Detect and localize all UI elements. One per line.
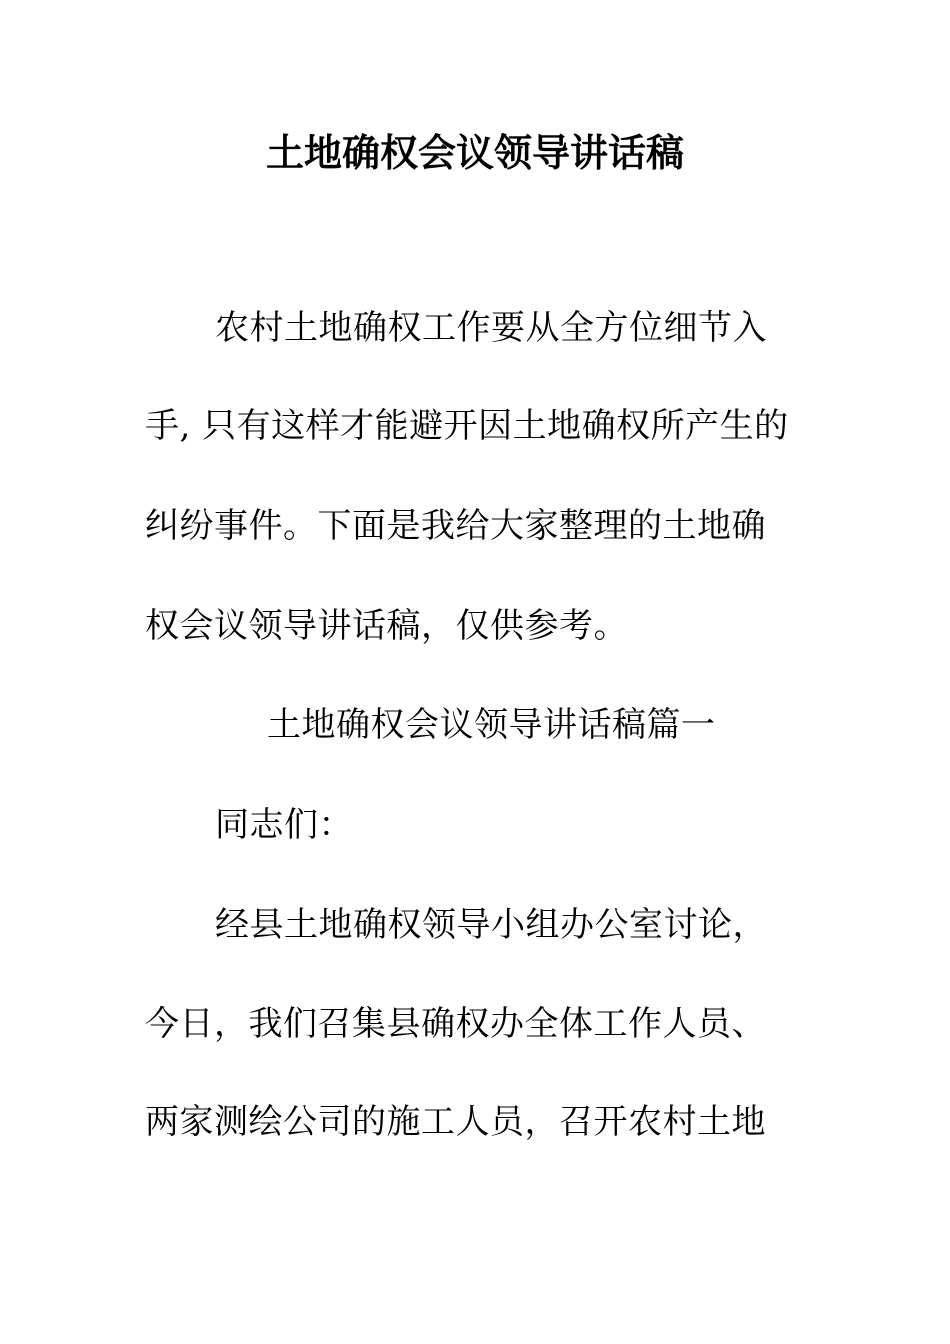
intro-paragraph-line-4: 权会议领导讲话稿，仅供参考。 [145,606,628,646]
intro-paragraph-line-1: 农村土地确权工作要从全方位细节入 [215,308,767,348]
body-paragraph-line-2: 今日，我们召集县确权办全体工作人员、 [145,1004,766,1044]
document-title: 土地确权会议领导讲话稿 [265,130,684,175]
intro-paragraph-line-3: 纠纷事件。下面是我给大家整理的土地确 [145,506,766,546]
intro-paragraph-line-2: 手, 只有这样才能避开因土地确权所产生的 [145,406,789,446]
salutation: 同志们： [215,805,353,845]
body-paragraph-line-1: 经县土地确权领导小组办公室讨论， [215,905,767,945]
section-heading: 土地确权会议领导讲话稿篇一 [267,705,716,745]
body-paragraph-line-3: 两家测绘公司的施工人员，召开农村土地 [145,1102,766,1142]
